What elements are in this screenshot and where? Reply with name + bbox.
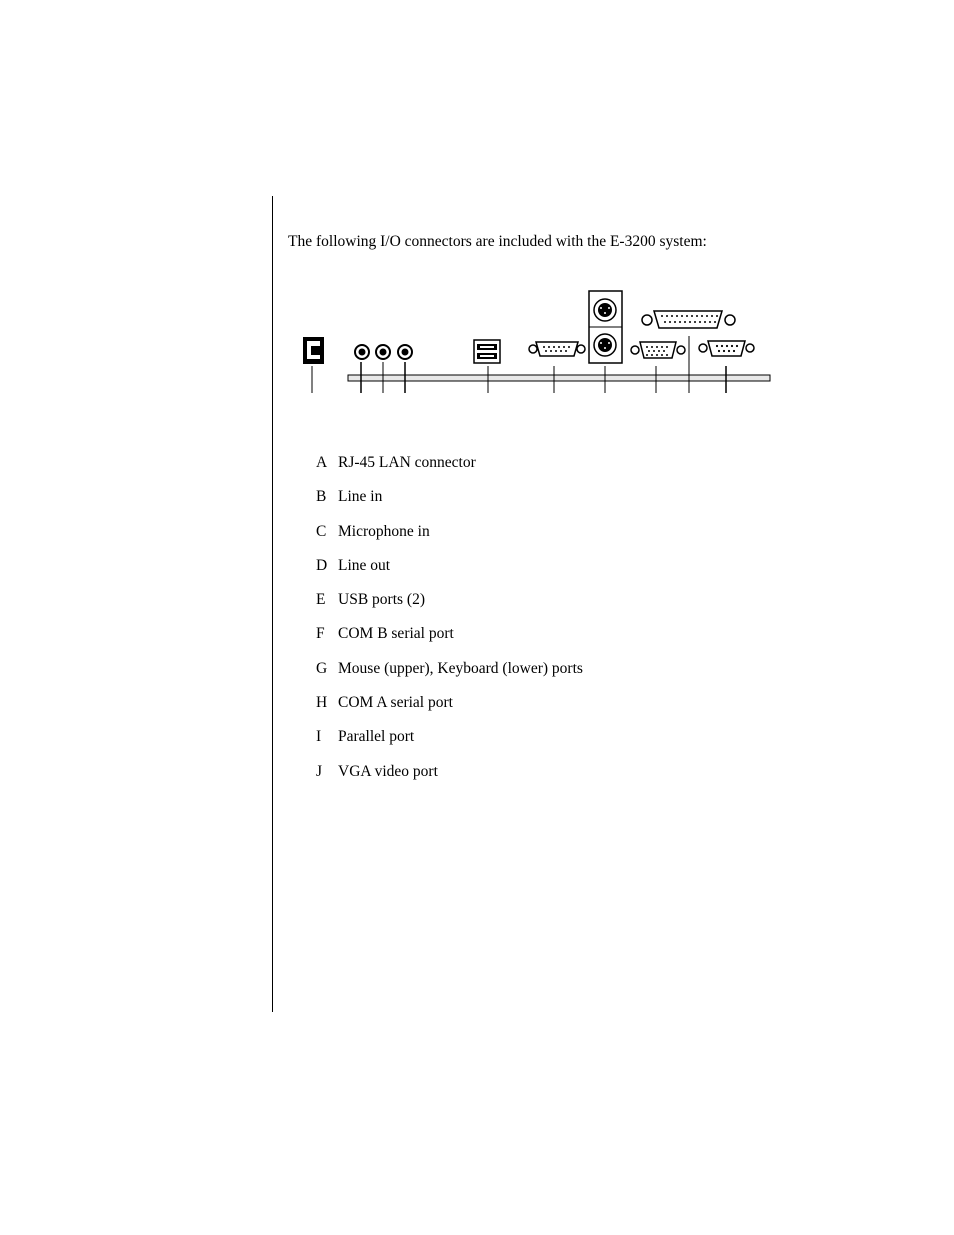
com-a-port-icon	[631, 342, 685, 358]
list-item	[316, 694, 583, 728]
legend-label: Mouse (upper), Keyboard (lower) ports	[338, 659, 583, 677]
list-item	[316, 763, 583, 797]
legend-label: RJ-45 LAN connector	[338, 454, 476, 471]
list-item	[316, 454, 583, 488]
microphone-jack-icon	[376, 345, 390, 359]
list-item	[316, 557, 583, 591]
legend-label: Parallel port	[338, 728, 415, 746]
legend-label: USB ports (2)	[338, 591, 425, 609]
legend-key: B	[316, 488, 327, 506]
line-in-jack-icon	[355, 345, 369, 359]
legend-key: G	[316, 659, 328, 677]
intro-text: The following I/O connectors are included with the E-3200 system:	[288, 233, 707, 250]
legend-key: A	[316, 454, 328, 471]
list-item	[316, 523, 583, 557]
rj45-connector-icon	[303, 337, 324, 364]
parallel-port-icon	[642, 311, 735, 328]
legend-key: J	[316, 762, 323, 780]
legend-key: F	[316, 625, 325, 643]
line-out-jack-icon	[398, 345, 412, 359]
io-panel-diagram	[290, 280, 780, 400]
list-item	[316, 625, 583, 659]
vga-port-icon	[699, 341, 754, 356]
legend-key: D	[316, 556, 328, 574]
com-b-port-icon	[529, 342, 585, 356]
legend-key: I	[316, 728, 322, 746]
legend-key: C	[316, 522, 327, 540]
legend-label: Microphone in	[338, 522, 430, 540]
usb-ports-icon	[474, 340, 500, 363]
legend-label: COM B serial port	[338, 625, 454, 643]
margin-rule	[272, 196, 273, 1012]
legend-label: COM A serial port	[338, 694, 453, 712]
legend-label: VGA video port	[338, 762, 438, 780]
list-item	[316, 728, 583, 762]
ps2-ports-icon	[589, 291, 622, 363]
connector-legend	[316, 454, 583, 797]
legend-label: Line out	[338, 556, 391, 574]
legend-key: H	[316, 694, 328, 712]
panel-bar	[348, 375, 770, 381]
legend-label: Line in	[338, 488, 383, 506]
legend-key: E	[316, 591, 326, 609]
list-item	[316, 488, 583, 522]
list-item	[316, 660, 583, 694]
list-item	[316, 591, 583, 625]
